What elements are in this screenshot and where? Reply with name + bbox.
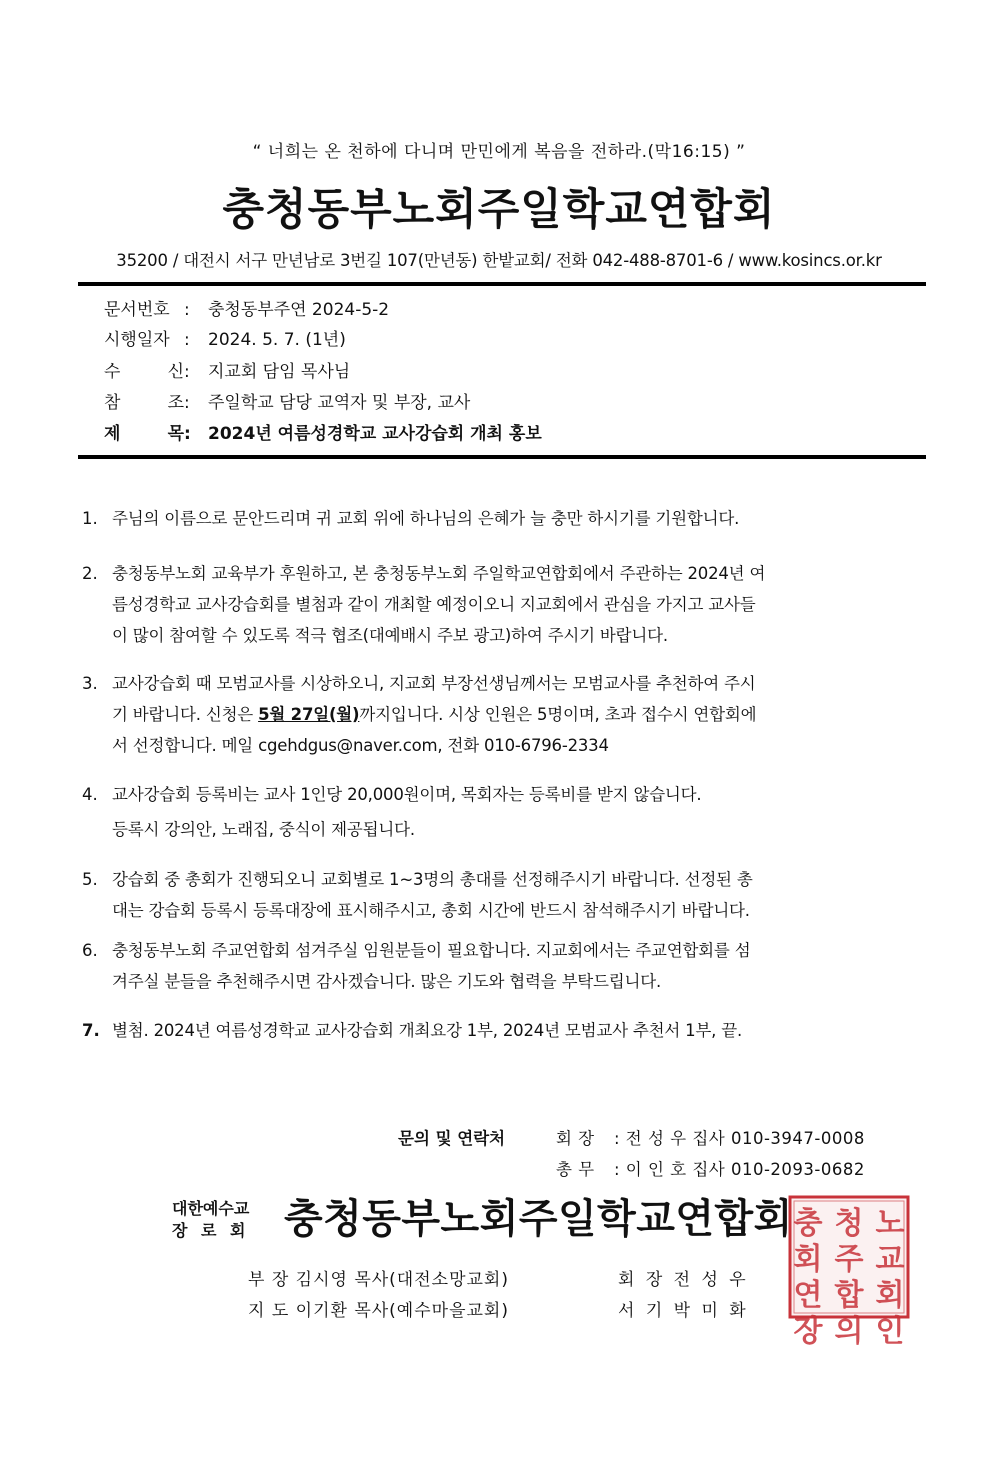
signature-org-name: 충청동부노회주일학교연합회 bbox=[284, 1196, 793, 1242]
meta-value: 지교회 담임 목사님 bbox=[208, 362, 351, 382]
paragraph-6 bbox=[82, 935, 914, 997]
paragraph-3 bbox=[82, 668, 914, 761]
meta-label: 제 목 bbox=[104, 424, 184, 444]
signature-row bbox=[618, 1296, 749, 1321]
top-rule bbox=[78, 282, 926, 286]
denomination-line: 대한예수교 bbox=[172, 1199, 250, 1218]
meta-value: 2024년 여름성경학교 교사강습회 개최 홍보 bbox=[208, 424, 542, 444]
paragraph-line: 름성경학교 교사강습회를 별첨과 같이 개최할 예정이오니 지교회에서 관심을 가지고 교사들 bbox=[112, 595, 756, 614]
seal-glyph: 노 bbox=[875, 1206, 905, 1241]
seal-glyph: 청 bbox=[834, 1206, 864, 1241]
denomination bbox=[172, 1198, 250, 1242]
paragraph-4 bbox=[82, 779, 914, 845]
seal-glyph: 인 bbox=[875, 1314, 905, 1349]
paragraph-line: 강습회 중 총회가 진행되오니 교회별로 1~3명의 총대를 선정해주시기 바랍니다. 선정된 총 bbox=[112, 870, 753, 889]
meta-reference: 참 조: 주일학교 담당 교역자 및 부장, 교사 bbox=[104, 389, 470, 417]
meta-label: 문서번호 bbox=[104, 300, 170, 320]
deadline-date: 5월 27일(월) bbox=[258, 705, 360, 724]
paragraph-number: 1. bbox=[82, 509, 98, 528]
meta-value: 충청동부주연 2024-5-2 bbox=[208, 300, 390, 320]
meta-label: 수 신 bbox=[104, 362, 184, 382]
seal-glyph: 연 bbox=[793, 1278, 823, 1313]
paragraph-5 bbox=[82, 864, 914, 926]
denomination-line: 장 로 회 bbox=[172, 1221, 250, 1240]
signatory-left: 지 도 이기환 목사(예수마을교회) bbox=[248, 1301, 509, 1321]
seal-glyph: 의 bbox=[834, 1314, 864, 1349]
seal-glyph: 회 bbox=[793, 1242, 823, 1277]
seal-glyph: 충 bbox=[793, 1206, 823, 1241]
seal-glyph: 회 bbox=[875, 1278, 905, 1313]
meta-label: 시행일자 bbox=[104, 330, 170, 350]
paragraph-number: 4. bbox=[82, 785, 98, 804]
meta-value: 2024. 5. 7. (1년) bbox=[208, 330, 346, 350]
seal-glyph: 합 bbox=[834, 1278, 864, 1313]
contact-row bbox=[556, 1125, 865, 1149]
org-title: 충청동부노회주일학교연합회 bbox=[222, 185, 776, 235]
meta-subject: 제 목: 2024년 여름성경학교 교사강습회 개최 홍보 bbox=[104, 420, 542, 448]
seal-glyph: 주 bbox=[834, 1242, 864, 1277]
signature-row bbox=[248, 1296, 509, 1321]
contact-heading-text: 문의 및 연락처 bbox=[398, 1129, 506, 1148]
signatory-right: 회 장 전 성 우 bbox=[618, 1270, 749, 1290]
contact-role: 총 무 bbox=[556, 1160, 595, 1179]
paragraph-number: 2. bbox=[82, 564, 98, 583]
meta-issue-date: 시행일자: 2024. 5. 7. (1년) bbox=[104, 326, 346, 354]
paragraph-number: 7. bbox=[82, 1021, 100, 1040]
contact-row bbox=[556, 1156, 865, 1180]
paragraph-line: 주님의 이름으로 문안드리며 귀 교회 위에 하나님의 은혜가 늘 충만 하시기를 기원합니다. bbox=[112, 509, 740, 528]
seal-glyph: 장 bbox=[793, 1314, 823, 1349]
paragraph-1 bbox=[82, 503, 914, 534]
official-seal-icon bbox=[786, 1193, 912, 1349]
paragraph-number: 6. bbox=[82, 941, 98, 960]
seal-glyph: 교 bbox=[875, 1242, 905, 1277]
text-fragment: 기 바랍니다. 신청은 bbox=[112, 705, 259, 724]
contact-heading bbox=[398, 1125, 505, 1149]
meta-doc-number: 문서번호: 충청동부주연 2024-5-2 bbox=[104, 296, 389, 324]
signatory-left: 부 장 김시영 목사(대전소망교회) bbox=[248, 1270, 509, 1290]
signature-row bbox=[618, 1265, 749, 1290]
text-fragment: 까지입니다. 시상 인원은 5명이며, 초과 접수시 연합회에 bbox=[359, 705, 757, 724]
signature-row bbox=[248, 1265, 509, 1290]
paragraph-line: 대는 강습회 등록시 등록대장에 표시해주시고, 총회 시간에 반드시 참석해주시기 바랍니다. bbox=[112, 901, 750, 920]
contact-info: : 이 인 호 집사 010-2093-0682 bbox=[614, 1160, 865, 1179]
contact-role: 회 장 bbox=[556, 1129, 595, 1148]
paragraph-number: 5. bbox=[82, 870, 98, 889]
paragraph-line: 교사강습회 때 모범교사를 시상하오니, 지교회 부장선생님께서는 모범교사를 추천하여 주시 bbox=[112, 674, 756, 693]
paragraph-line: 충청동부노회 주교연합회 섬겨주실 임원분들이 필요합니다. 지교회에서는 주교연합회를 섬 bbox=[112, 941, 751, 960]
paragraph-line: 등록시 강의안, 노래집, 중식이 제공됩니다. bbox=[112, 820, 415, 839]
org-address: 35200 / 대전시 서구 만년남로 3번길 107(만년동) 한밭교회/ 전화 042-488-8701-6 / www.kosincs.or.kr bbox=[116, 251, 882, 270]
paragraph-number: 3. bbox=[82, 674, 98, 693]
bottom-rule bbox=[78, 455, 926, 459]
paragraph-line: 이 많이 참여할 수 있도록 적극 협조(대예배시 주보 광고)하여 주시기 바랍니다. bbox=[112, 626, 668, 645]
paragraph-line: 교사강습회 등록비는 교사 1인당 20,000원이며, 목회자는 등록비를 받지 않습니다. bbox=[112, 785, 702, 804]
paragraph-line: 서 선정합니다. 메일 cgehdgus@naver.com, 전화 010-6796-2334 bbox=[112, 736, 609, 755]
paragraph-line bbox=[112, 699, 914, 730]
meta-recipient: 수 신: 지교회 담임 목사님 bbox=[104, 358, 350, 386]
contact-info: : 전 성 우 집사 010-3947-0008 bbox=[614, 1129, 865, 1148]
paragraph-line: 별첨. 2024년 여름성경학교 교사강습회 개최요강 1부, 2024년 모범교사 추천서 1부, 끝. bbox=[112, 1021, 743, 1040]
meta-value: 주일학교 담당 교역자 및 부장, 교사 bbox=[208, 393, 471, 413]
paragraph-line: 충청동부노회 교육부가 후원하고, 본 충청동부노회 주일학교연합회에서 주관하는 2024년 여 bbox=[112, 564, 766, 583]
meta-label: 참 조 bbox=[104, 393, 184, 413]
paragraph-2 bbox=[82, 558, 914, 651]
paragraph-7 bbox=[82, 1015, 914, 1046]
signatory-right: 서 기 박 미 화 bbox=[618, 1301, 749, 1321]
motto-verse: “ 너희는 온 천하에 다니며 만민에게 복음을 전하라.(막16:15) ” bbox=[252, 142, 746, 162]
paragraph-line: 겨주실 분들을 추천해주시면 감사겠습니다. 많은 기도와 협력을 부탁드립니다. bbox=[112, 972, 662, 991]
